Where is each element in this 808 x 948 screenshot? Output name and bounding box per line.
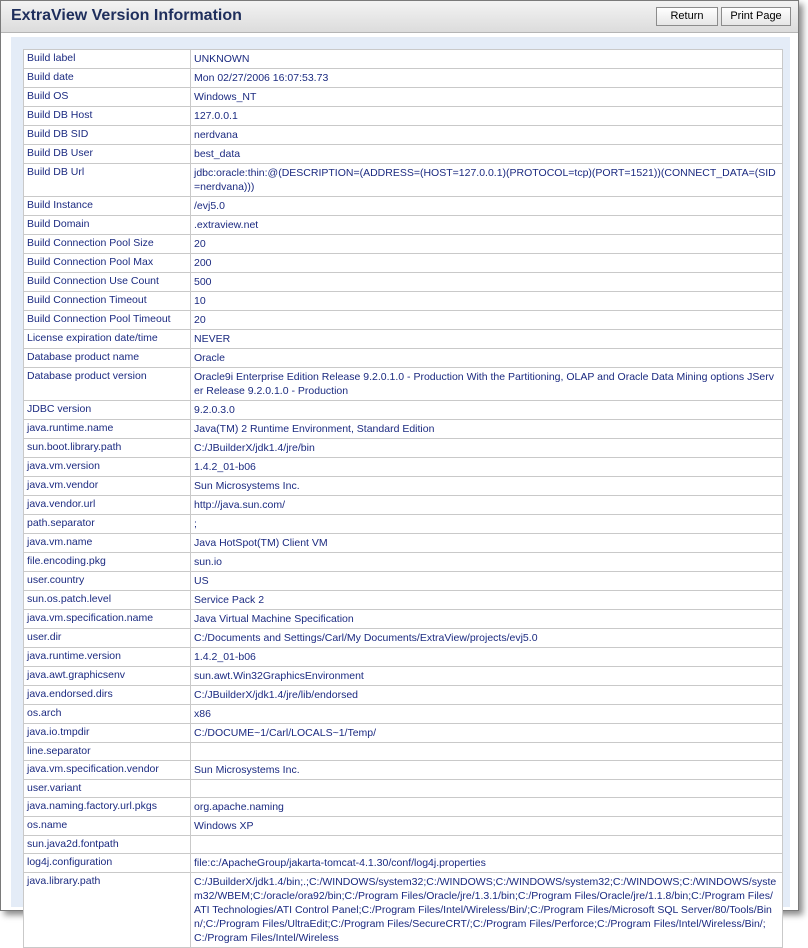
property-name: user.dir (23, 629, 191, 647)
page-title: ExtraView Version Information (11, 7, 242, 24)
table-row (23, 348, 783, 367)
property-name: Build label (23, 50, 191, 68)
property-value: 1.4.2_01-b06 (191, 458, 783, 476)
property-value: file:c:/ApacheGroup/jakarta-tomcat-4.1.30/conf/log4j.properties (191, 854, 783, 872)
property-name: Build Connection Use Count (23, 273, 191, 291)
property-name: Database product version (23, 368, 191, 400)
property-value: 500 (191, 273, 783, 291)
table-row (23, 723, 783, 742)
property-value: 10 (191, 292, 783, 310)
table-row (23, 457, 783, 476)
content-frame (11, 37, 790, 944)
table-row (23, 685, 783, 704)
property-name: Build Instance (23, 197, 191, 215)
print-page-button[interactable]: Print Page (721, 7, 791, 26)
table-row (23, 533, 783, 552)
property-value: Java HotSpot(TM) Client VM (191, 534, 783, 552)
property-value (191, 836, 783, 853)
property-value: 1.4.2_01-b06 (191, 648, 783, 666)
table-row (23, 329, 783, 348)
table-row (23, 779, 783, 797)
table-row (23, 367, 783, 400)
property-value: http://java.sun.com/ (191, 496, 783, 514)
property-name: java.runtime.name (23, 420, 191, 438)
property-value: 20 (191, 235, 783, 253)
table-row (23, 742, 783, 760)
table-row (23, 514, 783, 533)
property-name: Build Connection Pool Size (23, 235, 191, 253)
property-name: Build Connection Pool Max (23, 254, 191, 272)
property-name: sun.os.patch.level (23, 591, 191, 609)
property-value: C:/JBuilderX/jdk1.4/jre/bin (191, 439, 783, 457)
table-row (23, 125, 783, 144)
property-name: line.separator (23, 743, 191, 760)
table-row (23, 68, 783, 87)
table-row (23, 310, 783, 329)
table-row (23, 272, 783, 291)
property-name: java.awt.graphicsenv (23, 667, 191, 685)
property-value: 20 (191, 311, 783, 329)
property-value: ; (191, 515, 783, 533)
property-name: os.name (23, 817, 191, 835)
table-row (23, 704, 783, 723)
property-name: java.naming.factory.url.pkgs (23, 798, 191, 816)
property-value: sun.io (191, 553, 783, 571)
table-row (23, 495, 783, 514)
property-name: user.country (23, 572, 191, 590)
property-value: Java Virtual Machine Specification (191, 610, 783, 628)
table-row (23, 647, 783, 666)
property-name: Build Connection Pool Timeout (23, 311, 191, 329)
property-value: jdbc:oracle:thin:@(DESCRIPTION=(ADDRESS=(HOST=127.0.0.1)(PROTOCOL=tcp)(PORT=1521))(CONNECT_DATA=(SID=nerdvana))) (191, 164, 783, 196)
table-row (23, 234, 783, 253)
property-value: NEVER (191, 330, 783, 348)
table-row (23, 144, 783, 163)
property-value: x86 (191, 705, 783, 723)
property-name: Build OS (23, 88, 191, 106)
property-name: java.vm.specification.name (23, 610, 191, 628)
property-name: user.variant (23, 780, 191, 797)
property-name: JDBC version (23, 401, 191, 419)
table-row (23, 215, 783, 234)
table-row (23, 760, 783, 779)
property-value: 9.2.0.3.0 (191, 401, 783, 419)
property-name: java.library.path (23, 873, 191, 947)
property-name: sun.java2d.fontpath (23, 836, 191, 853)
property-name: License expiration date/time (23, 330, 191, 348)
property-value: /evj5.0 (191, 197, 783, 215)
property-name: Build date (23, 69, 191, 87)
table-row (23, 571, 783, 590)
property-name: sun.boot.library.path (23, 439, 191, 457)
table-row (23, 196, 783, 215)
property-name: file.encoding.pkg (23, 553, 191, 571)
table-row (23, 438, 783, 457)
property-value: Windows XP (191, 817, 783, 835)
property-name: Build DB User (23, 145, 191, 163)
property-name: Build DB SID (23, 126, 191, 144)
table-row (23, 797, 783, 816)
property-value: Oracle9i Enterprise Edition Release 9.2.0.1.0 - Production With the Partitioning, OLAP and Oracle Data Mining options JServer Release 9.2.0.1.0 - Production (191, 368, 783, 400)
table-row (23, 835, 783, 853)
table-row (23, 163, 783, 196)
property-name: java.endorsed.dirs (23, 686, 191, 704)
property-value: best_data (191, 145, 783, 163)
property-name: log4j.configuration (23, 854, 191, 872)
property-name: java.vm.vendor (23, 477, 191, 495)
return-button[interactable]: Return (656, 7, 718, 26)
table-row (23, 666, 783, 685)
table-row (23, 853, 783, 872)
property-value: Mon 02/27/2006 16:07:53.73 (191, 69, 783, 87)
table-row (23, 816, 783, 835)
property-value: C:/DOCUME~1/Carl/LOCALS~1/Temp/ (191, 724, 783, 742)
table-row (23, 106, 783, 125)
table-row (23, 872, 783, 948)
property-name: java.vm.name (23, 534, 191, 552)
property-name: os.arch (23, 705, 191, 723)
table-row (23, 609, 783, 628)
version-info-table (23, 49, 783, 948)
table-row (23, 476, 783, 495)
property-name: Build DB Url (23, 164, 191, 196)
property-value: Service Pack 2 (191, 591, 783, 609)
property-name: java.runtime.version (23, 648, 191, 666)
property-value: C:/Documents and Settings/Carl/My Documents/ExtraView/projects/evj5.0 (191, 629, 783, 647)
table-row (23, 291, 783, 310)
property-value: 200 (191, 254, 783, 272)
property-name: java.io.tmpdir (23, 724, 191, 742)
table-row (23, 552, 783, 571)
table-row (23, 253, 783, 272)
property-value: Oracle (191, 349, 783, 367)
property-value (191, 743, 783, 760)
property-value: Java(TM) 2 Runtime Environment, Standard Edition (191, 420, 783, 438)
property-name: Database product name (23, 349, 191, 367)
property-name: java.vendor.url (23, 496, 191, 514)
property-value: UNKNOWN (191, 50, 783, 68)
table-row (23, 49, 783, 68)
table-row (23, 590, 783, 609)
property-value: C:/JBuilderX/jdk1.4/bin;.;C:/WINDOWS/system32;C:/WINDOWS;C:/WINDOWS/system32;C:/WINDOWS;C:/WINDOWS/system32/WBEM;C:/oracle/ora92/bin;C:/Program Files/Oracle/jre/1.3.1/bin;C:/Program Files/Oracle/jre/1.1.8/bin;C:/Program Files/ATI Technologies/ATI Control Panel;C:/Program Files/Intel/Wireless/Bin/;C:/Program Files/Microsoft SQL Server/80/Tools/Binn/;C:/Program Files/UltraEdit;C:/Program Files/SecureCRT/;C:/Program Files/Perforce;C:/Program Files/Intel/Wireless/Bin/;C:/Program Files/Intel/Wireless (191, 873, 783, 947)
property-value: sun.awt.Win32GraphicsEnvironment (191, 667, 783, 685)
table-row (23, 628, 783, 647)
property-value: org.apache.naming (191, 798, 783, 816)
property-value: Windows_NT (191, 88, 783, 106)
table-row (23, 400, 783, 419)
title-bar (1, 1, 798, 33)
property-value: C:/JBuilderX/jdk1.4/jre/lib/endorsed (191, 686, 783, 704)
property-value: Sun Microsystems Inc. (191, 477, 783, 495)
property-value (191, 780, 783, 797)
property-value: Sun Microsystems Inc. (191, 761, 783, 779)
property-name: Build Domain (23, 216, 191, 234)
property-name: java.vm.specification.vendor (23, 761, 191, 779)
property-name: path.separator (23, 515, 191, 533)
property-name: Build DB Host (23, 107, 191, 125)
property-name: Build Connection Timeout (23, 292, 191, 310)
table-row (23, 419, 783, 438)
property-value: .extraview.net (191, 216, 783, 234)
property-value: nerdvana (191, 126, 783, 144)
property-name: java.vm.version (23, 458, 191, 476)
table-row (23, 87, 783, 106)
property-value: 127.0.0.1 (191, 107, 783, 125)
property-value: US (191, 572, 783, 590)
